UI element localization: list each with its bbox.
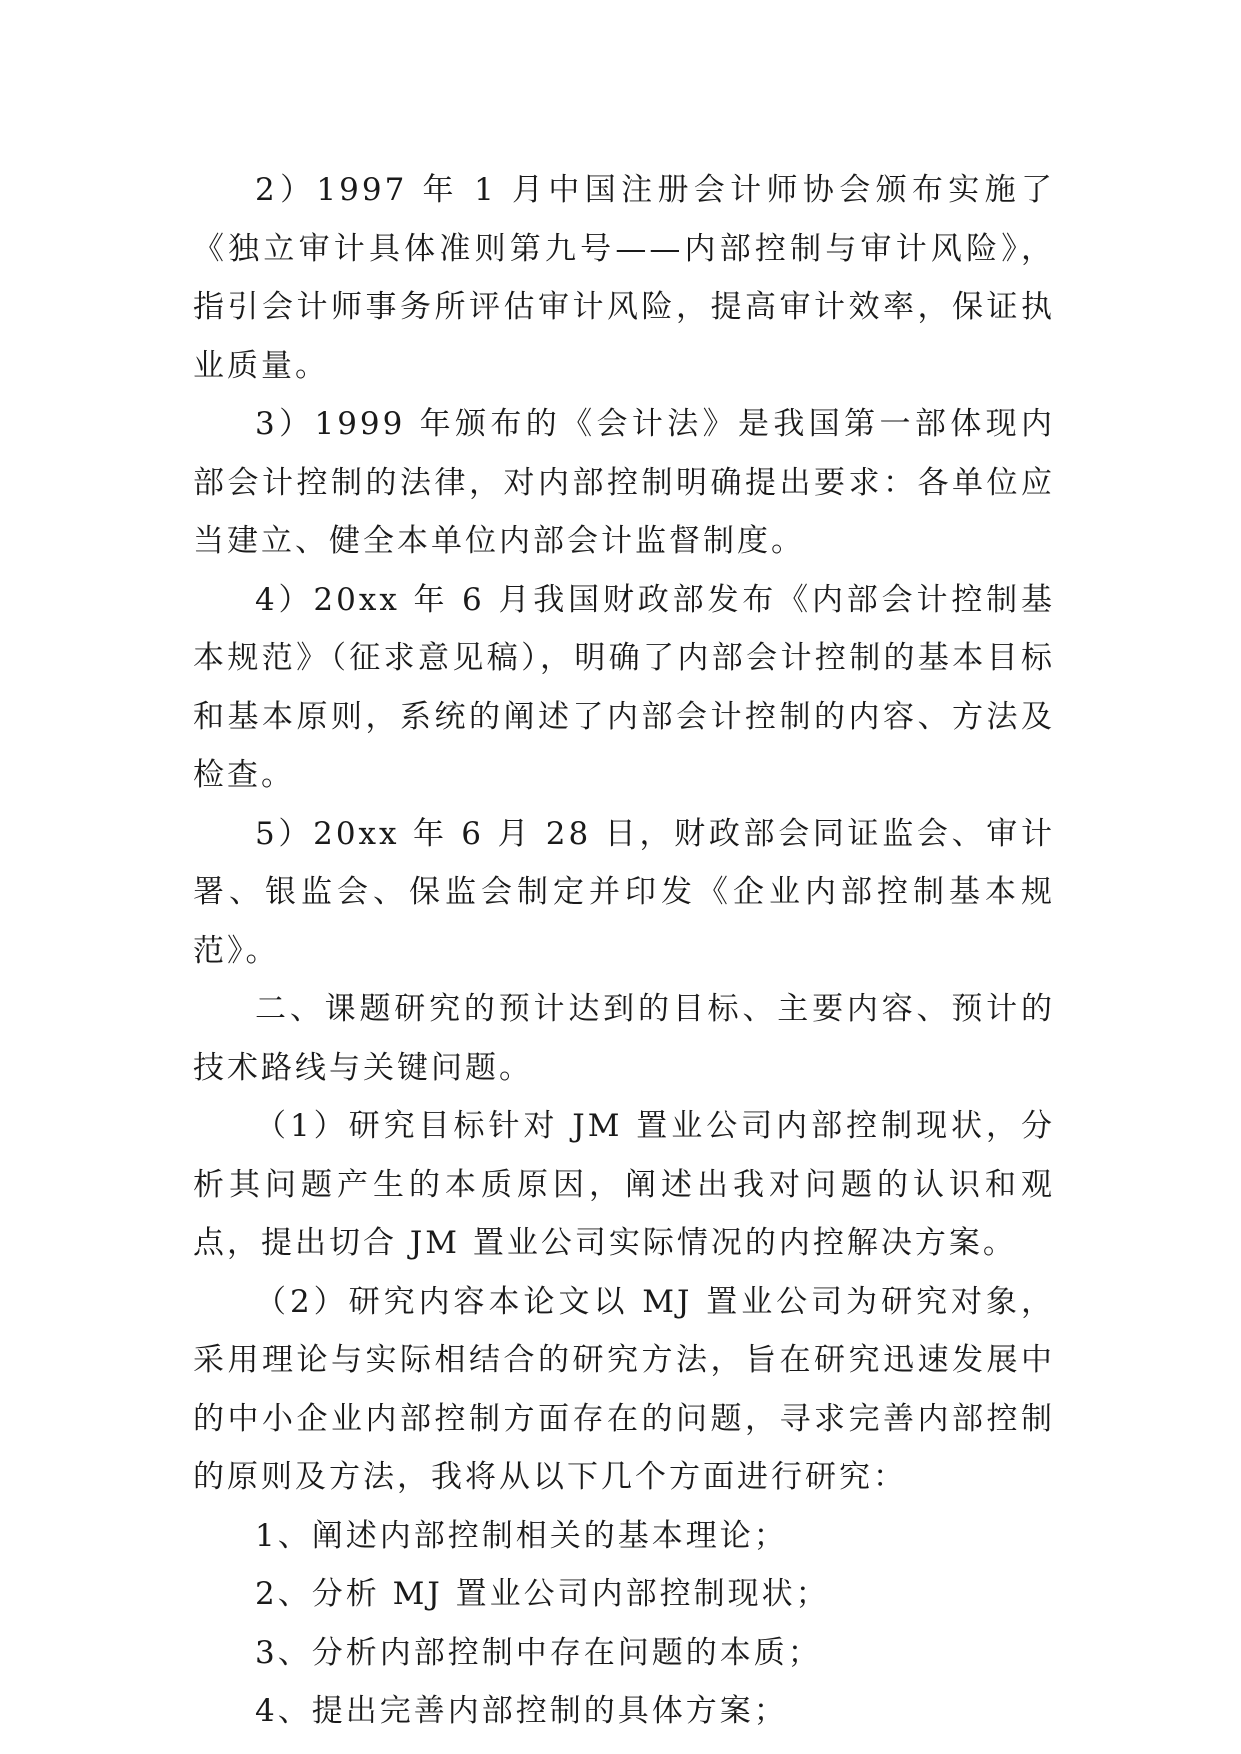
paragraph-item-2: 2）1997 年 1 月中国注册会计师协会颁布实施了《独立审计具体准则第九号——内部控制与审计风险》，指引会计师事务所评估审计风险，提高审计效率，保证执业质量。	[193, 172, 1055, 384]
paragraph-item-4: 4）20xx 年 6 月我国财政部发布《内部会计控制基本规范》（征求意见稿），明确了内部会计控制的基本目标和基本原则，系统的阐述了内部会计控制的内容、方法及检查。	[193, 581, 1055, 793]
list-item-4: 4、提出完善内部控制的具体方案；	[255, 1693, 788, 1729]
paragraph-item-5: 5）20xx 年 6 月 28 日，财政部会同证监会、审计署、银监会、保监会制定并印发《企业内部控制基本规范》。	[193, 815, 1055, 969]
list-item-1: 1、阐述内部控制相关的基本理论；	[255, 1517, 788, 1554]
research-content-paragraph: （2）研究内容本论文以 MJ 置业公司为研究对象，采用理论与实际相结合的研究方法，旨在研究迅速发展中的中小企业内部控制方面存在的问题，寻求完善内部控制的原则及方法，我将从以下几个方面进行研究：	[193, 1283, 1055, 1495]
section-heading-2: 二、课题研究的预计达到的目标、主要内容、预计的技术路线与关键问题。	[193, 991, 1055, 1086]
list-item-3: 3、分析内部控制中存在问题的本质；	[255, 1634, 822, 1671]
document-body	[193, 161, 1055, 1741]
paragraph-item-3: 3）1999 年颁布的《会计法》是我国第一部体现内部会计控制的法律，对内部控制明确提出要求：各单位应当建立、健全本单位内部会计监督制度。	[193, 406, 1055, 559]
research-goal-paragraph: （1）研究目标针对 JM 置业公司内部控制现状，分析其问题产生的本质原因，阐述出我对问题的认识和观点，提出切合 JM 置业公司实际情况的内控解决方案。	[193, 1108, 1055, 1261]
list-item-2: 2、分析 MJ 置业公司内部控制现状；	[255, 1576, 830, 1612]
